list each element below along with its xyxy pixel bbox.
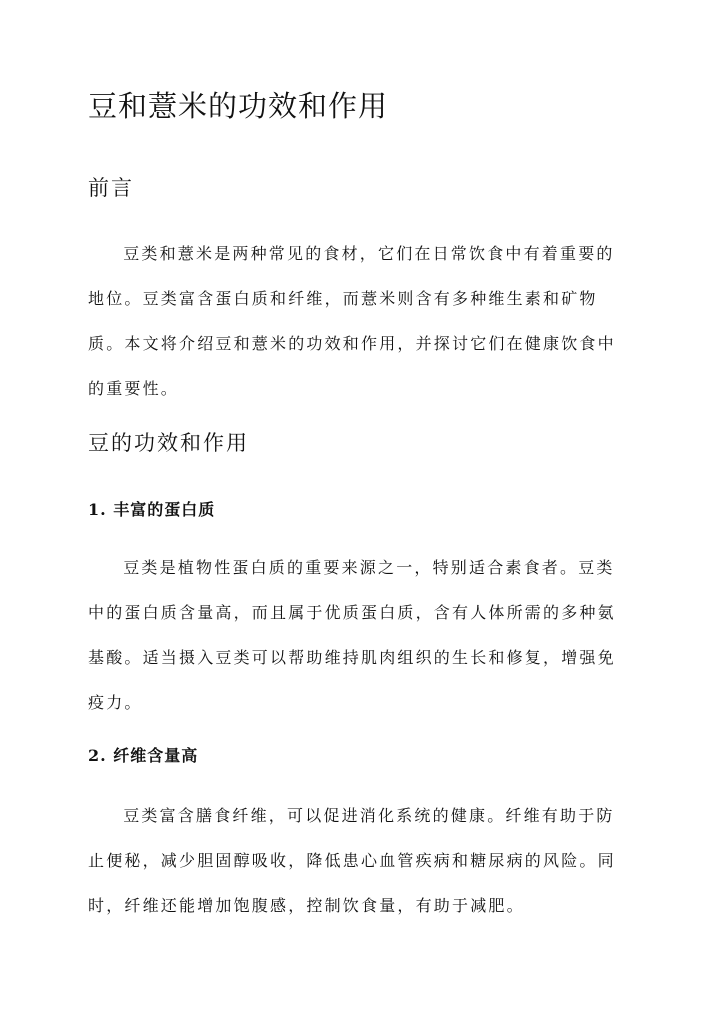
protein-paragraph: 豆类是植物性蛋白质的重要来源之一，特别适合素食者。豆类中的蛋白质含量高，而且属于优质蛋白质，含有人体所需的多种氨基酸。适当摄入豆类可以帮助维持肌肉组织的生长和修复，增强免疫力。 [88, 558, 616, 712]
subsection-heading-fiber: 2. 纤维含量高 [88, 746, 199, 765]
document-title: 豆和薏米的功效和作用 [88, 89, 389, 123]
preface-paragraph: 豆类和薏米是两种常见的食材，它们在日常饮食中有着重要的地位。豆类富含蛋白质和纤维，而薏米则含有多种维生素和矿物质。本文将介绍豆和薏米的功效和作用，并探讨它们在健康饮食中的重要性。 [88, 244, 616, 398]
fiber-paragraph: 豆类富含膳食纤维，可以促进消化系统的健康。纤维有助于防止便秘，减少胆固醇吸收，降低患心血管疾病和糖尿病的风险。同时，纤维还能增加饱腹感，控制饮食量，有助于减肥。 [88, 806, 616, 915]
section-heading-preface: 前言 [88, 176, 134, 200]
section-heading-bean-benefits: 豆的功效和作用 [88, 431, 249, 455]
subsection-heading-protein: 1. 丰富的蛋白质 [88, 500, 216, 519]
